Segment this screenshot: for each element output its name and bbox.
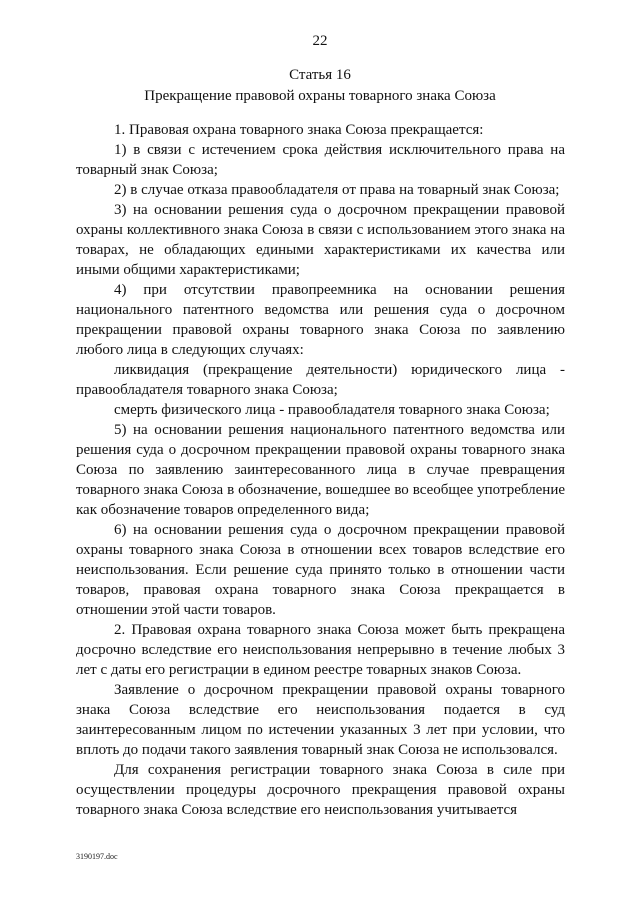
article-title: Статья 16 (289, 67, 351, 83)
paragraph: 2) в случае отказа правообладателя от права на товарный знак Союза; (114, 182, 560, 198)
article-subtitle: Прекращение правовой охраны товарного знака Союза (144, 88, 496, 104)
paragraph: 2. Правовая охрана товарного знака Союза может быть прекращена досрочно вследствие его неиспользования непрерывно в течение любых 3 лет с даты его регистрации в едином реестре товарных знаков Союза. (76, 622, 565, 678)
paragraph: 1. Правовая охрана товарного знака Союза прекращается: (114, 122, 484, 138)
paragraph: смерть физического лица - правообладателя товарного знака Союза; (114, 402, 550, 418)
paragraph: 3) на основании решения суда о досрочном прекращении правовой охраны коллективного знака Союза в связи с использованием этого знака на товарах, не обладающих едиными характеристиками их качества или иными общими характеристиками; (76, 202, 565, 278)
paragraph: 1) в связи с истечением срока действия исключительного права на товарный знак Союза; (76, 142, 565, 178)
paragraph: ликвидация (прекращение деятельности) юридического лица - правообладателя товарного знака Союза; (76, 362, 565, 398)
article-body (76, 120, 565, 820)
paragraph: Заявление о досрочном прекращении правовой охраны товарного знака Союза вследствие его неиспользования подается в суд заинтересованным лицом по истечении указанных 3 лет при условии, что вплоть до подачи такого заявления товарный знак Союза не использовался. (76, 682, 565, 758)
paragraph: Для сохранения регистрации товарного знака Союза в силе при осуществлении процедуры досрочного прекращения правовой охраны товарного знака Союза вследствие его неиспользования учитывается (76, 762, 565, 818)
footer-file-name: 3190197.doc (76, 852, 118, 861)
paragraph: 6) на основании решения суда о досрочном прекращении правовой охраны товарного знака Союза в отношении всех товаров вследствие его неиспользования. Если решение суда принято только в отношении части товаров, правовая охрана товарного знака Союза прекращается в отношении этой части товаров. (76, 522, 565, 618)
paragraph: 5) на основании решения национального патентного ведомства или решения суда о досрочном прекращении правовой охраны товарного знака Союза по заявлению заинтересованного лица в случае превращения товарного знака Союза в обозначение, вошедшее во всеобщее употребление как обозначение товаров определенного вида; (76, 422, 565, 518)
paragraph: 4) при отсутствии правопреемника на основании решения национального патентного ведомства или решения суда о досрочном прекращении правовой охраны товарного знака Союза по заявлению любого лица в следующих случаях: (76, 282, 565, 358)
page-number: 22 (312, 33, 328, 49)
